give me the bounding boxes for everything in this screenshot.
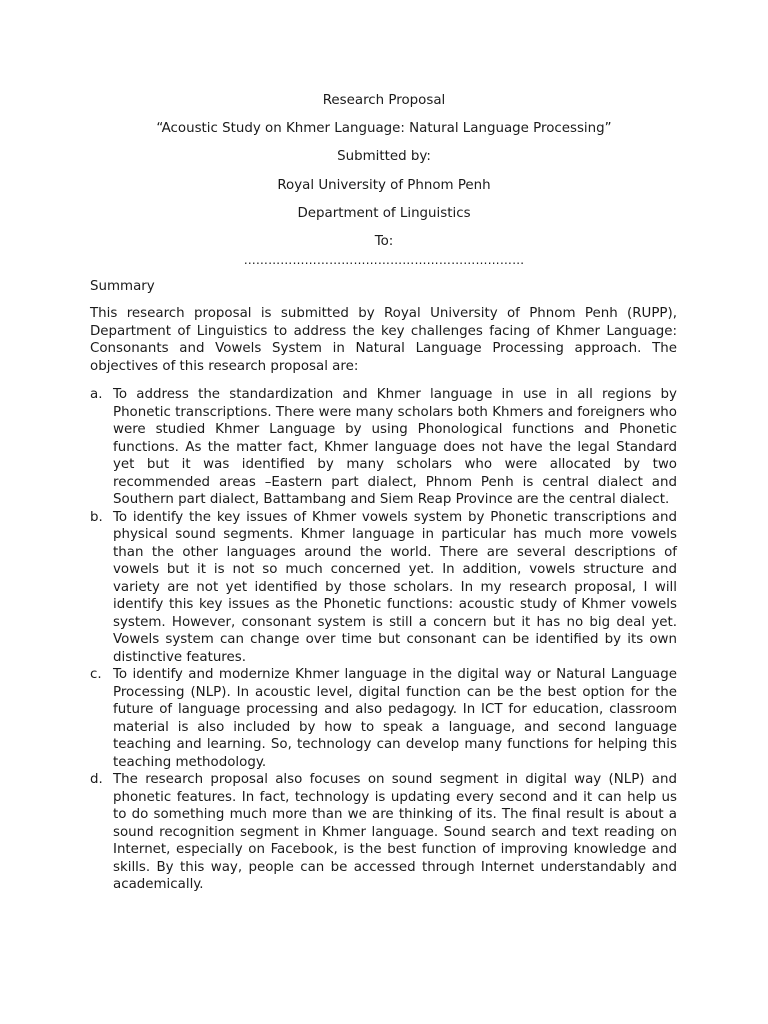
list-marker: d.	[90, 772, 103, 787]
objectives-list	[90, 386, 677, 894]
proposal-title: “Acoustic Study on Khmer Language: Natural Language Processing”	[156, 121, 612, 136]
institution-name: Royal University of Phnom Penh	[277, 178, 491, 193]
list-marker: c.	[90, 667, 102, 682]
list-item-text: To identify and modernize Khmer language in the digital way or Natural Language Processing (NLP). In acoustic level, digital function can be the best option for the future of language processing and also pedagogy. In ICT for education, classroom material is also included by how to speak a language, and second language teaching and learning. So, technology can develop many functions for helping this teaching methodology.	[113, 667, 677, 770]
department-name: Department of Linguistics	[297, 206, 471, 221]
recipient-label: To:	[374, 234, 394, 249]
recipient-blank-line: ……………………………………………………………	[243, 254, 525, 266]
document-type: Research Proposal	[322, 93, 446, 108]
list-item-text: The research proposal also focuses on sound segment in digital way (NLP) and phonetic features. In fact, technology is updating every second and it can help us to do something much more than we are thinking of its. The final result is about a sound recognition segment in Khmer language. Sound search and text reading on Internet, especially on Facebook, is the best function of improving knowledge and skills. By this way, people can be accessed through Internet understandably and academically.	[113, 772, 677, 892]
list-marker: a.	[90, 387, 103, 402]
list-marker: b.	[90, 509, 103, 525]
list-item	[90, 771, 677, 894]
list-item	[90, 666, 677, 771]
summary-intro-paragraph: This research proposal is submitted by Royal University of Phnom Penh (RUPP), Department of Linguistics to address the key challenges facing of Khmer Language: Consonants and Vowels System in Natural Language Processing approach. The objectives of this research proposal are:	[90, 306, 677, 374]
list-item-text: To address the standardization and Khmer language in use in all regions by Phonetic transcriptions. There were many scholars both Khmers and foreigners who were studied Khmer Language by using Phonological functions and Phonetic functions. As the matter fact, Khmer language does not have the legal Standard yet but it was identified by many scholars who were allocated by two recommended areas –Eastern part dialect, Phnom Penh is central dialect and Southern part dialect, Battambang and Siem Reap Province are the central dialect.	[113, 387, 677, 507]
list-item	[90, 386, 677, 509]
submitted-by-label: Submitted by:	[337, 149, 431, 164]
list-item-text: To identify the key issues of Khmer vowels system by Phonetic transcriptions and physical sound segments. Khmer language in particular has much more vowels than the other languages around the world. There are several descriptions of vowels but it is not so much concerned yet. In addition, vowels structure and variety are not yet identified by those scholars. In my research proposal, I will identify this key issues as the Phonetic functions: acoustic study of Khmer vowels system. However, consonant system is still a concern but it has no big deal yet. Vowels system can change over time but consonant can be identified by its own distinctive features.	[113, 509, 677, 665]
summary-heading: Summary	[90, 279, 155, 294]
list-item	[90, 509, 677, 667]
